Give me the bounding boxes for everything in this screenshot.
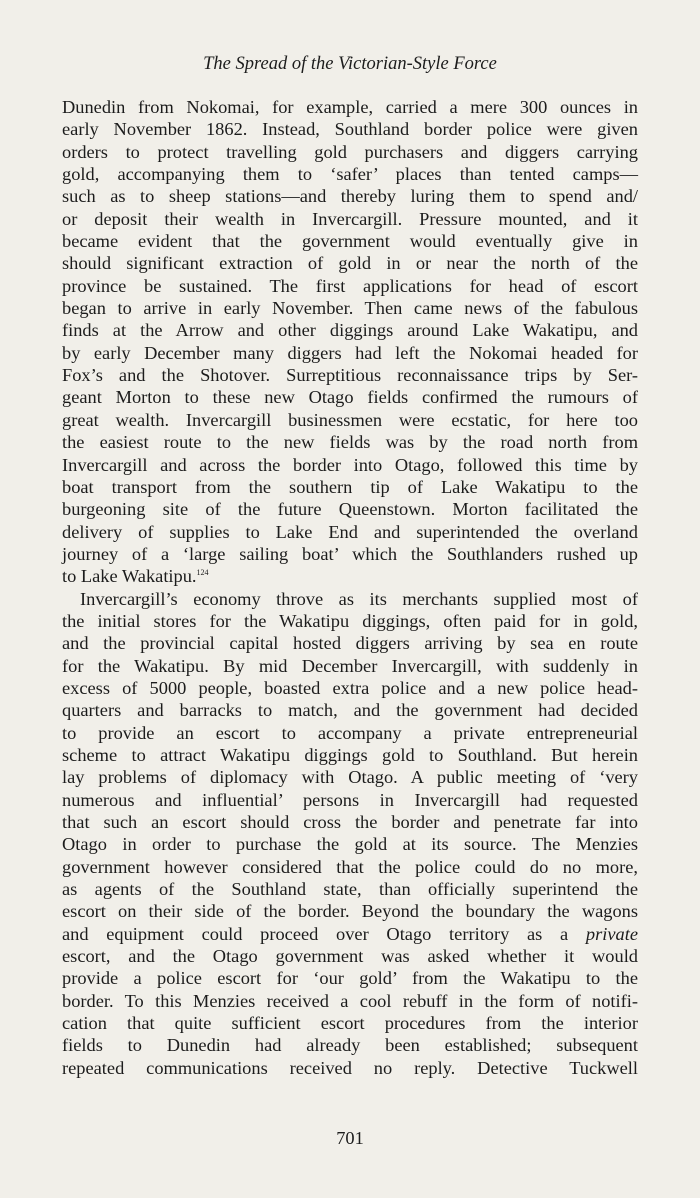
text-line: early November 1862. Instead, Southland border police were given xyxy=(62,119,638,140)
body-text xyxy=(62,96,638,1079)
text-line: and the provincial capital hosted diggers arriving by sea en route xyxy=(62,633,638,654)
text-line: boat transport from the southern tip of Lake Wakatipu to the xyxy=(62,476,638,497)
text-line: began to arrive in early November. Then came news of the fabulous xyxy=(62,298,638,319)
book-page xyxy=(62,52,638,1162)
text-line: escort on their side of the border. Beyond the boundary the wagons xyxy=(62,901,638,922)
text-line: Fox’s and the Shotover. Surreptitious reconnaissance trips by Ser- xyxy=(62,365,638,386)
text-line xyxy=(62,565,638,587)
text-line: for the Wakatipu. By mid December Invercargill, with suddenly in xyxy=(62,655,638,676)
text-line: quarters and barracks to match, and the government had decided xyxy=(62,700,638,721)
text-line: journey of a ‘large sailing boat’ which the Southlanders rushed up xyxy=(62,543,638,564)
text-line: border. To this Menzies received a cool rebuff in the form of notifi- xyxy=(62,990,638,1011)
text-line: province be sustained. The first applications for head of escort xyxy=(62,275,638,296)
page-number: 701 xyxy=(336,1128,364,1148)
text-line: burgeoning site of the future Queenstown. Morton facilitated the xyxy=(62,499,638,520)
text-line: escort, and the Otago government was asked whether it would xyxy=(62,946,638,967)
italic-emphasis: private xyxy=(585,923,638,944)
text-fragment: and equipment could proceed over Otago territory as a xyxy=(62,923,586,944)
text-line: repeated communications received no reply. Detective Tuckwell xyxy=(62,1057,638,1078)
text-line: gold, accompanying them to ‘safer’ places than tented camps— xyxy=(62,164,638,185)
text-line: finds at the Arrow and other diggings around Lake Wakatipu, and xyxy=(62,320,638,341)
text-line: government however considered that the police could do no more, xyxy=(62,856,638,877)
text-line: such as to sheep stations—and thereby luring them to spend and/ xyxy=(62,186,638,207)
text-line: by early December many diggers had left the Nokomai headed for xyxy=(62,342,638,363)
text-line xyxy=(62,923,638,945)
text-line: delivery of supplies to Lake End and superintended the overland xyxy=(62,521,638,542)
text-line: became evident that the government would eventually give in xyxy=(62,231,638,252)
paragraph-2 xyxy=(62,588,638,1080)
text-line: cation that quite sufficient escort procedures from the interior xyxy=(62,1013,638,1034)
text-line: that such an escort should cross the border and penetrate far into xyxy=(62,812,638,832)
text-line: should significant extraction of gold in or near the north of the xyxy=(62,253,638,274)
paragraph-1 xyxy=(62,96,638,588)
text-line: Otago in order to purchase the gold at its source. The Menzies xyxy=(62,834,638,855)
text-fragment: to Lake Wakatipu. xyxy=(62,566,197,587)
text-line: excess of 5000 people, boasted extra police and a new police head- xyxy=(62,677,638,698)
text-line: scheme to attract Wakatipu diggings gold to Southland. But herein xyxy=(62,744,638,765)
text-line: Invercargill and across the border into Otago, followed this time by xyxy=(62,454,638,475)
text-line: Invercargill’s economy throve as its merchants supplied most of xyxy=(80,588,638,609)
text-line: geant Morton to these new Otago fields confirmed the rumours of xyxy=(62,387,638,408)
text-line: fields to Dunedin had already been established; subsequent xyxy=(62,1035,638,1056)
text-line: Dunedin from Nokomai, for example, carried a mere 300 ounces in xyxy=(62,97,638,117)
text-line: to provide an escort to accompany a private entrepreneurial xyxy=(62,722,638,743)
text-line: the initial stores for the Wakatipu diggings, often paid for in gold, xyxy=(62,610,638,631)
text-line: numerous and influential’ persons in Invercargill had requested xyxy=(62,789,638,810)
text-line: provide a police escort for ‘our gold’ from the Wakatipu to the xyxy=(62,968,638,989)
text-line: or deposit their wealth in Invercargill. Pressure mounted, and it xyxy=(62,208,638,229)
text-line: the easiest route to the new fields was by the road north from xyxy=(62,432,638,453)
text-line: great wealth. Invercargill businessmen were ecstatic, for here too xyxy=(62,409,638,430)
footnote-reference[interactable]: 124 xyxy=(196,568,209,578)
running-head: The Spread of the Victorian-Style Force xyxy=(203,54,497,74)
text-line: as agents of the Southland state, than officially superintend the xyxy=(62,879,638,900)
text-line: orders to protect travelling gold purchasers and diggers carrying xyxy=(62,141,638,162)
text-line: lay problems of diplomacy with Otago. A public meeting of ‘very xyxy=(62,767,638,788)
